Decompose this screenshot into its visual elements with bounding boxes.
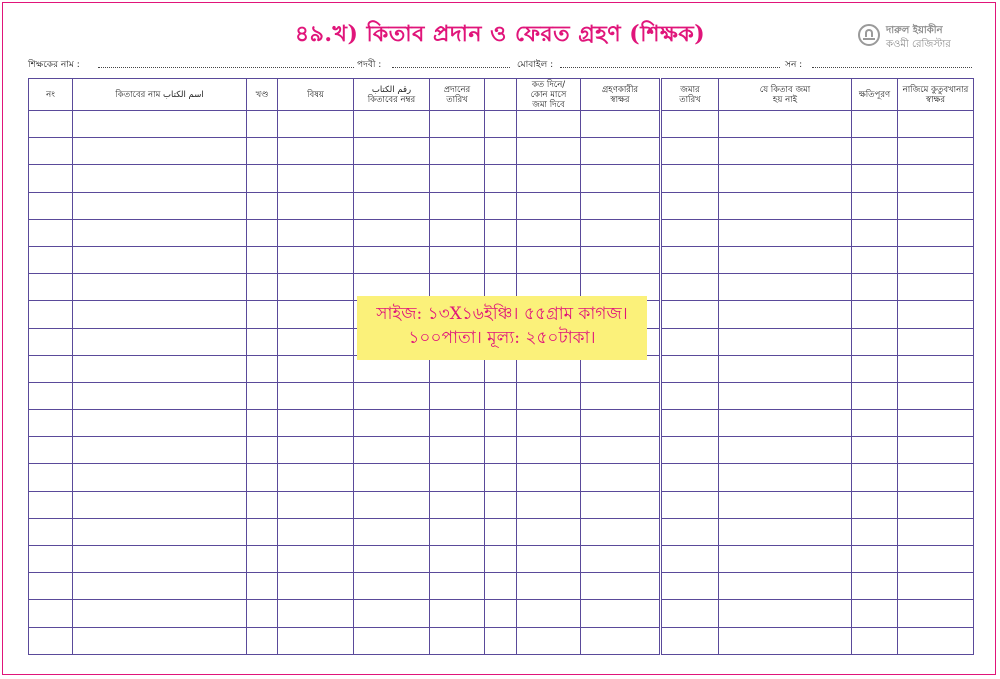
year-field[interactable] xyxy=(812,67,972,68)
table-cell-col-serial[interactable] xyxy=(29,111,73,138)
table-cell-col-book-name[interactable] xyxy=(73,301,247,328)
table-cell-col-issue-date[interactable] xyxy=(430,627,485,654)
table-cell-col-subject[interactable] xyxy=(278,573,354,600)
table-header-row xyxy=(29,79,974,111)
table-row xyxy=(29,518,974,545)
header-col-not-returned: যে কিতাব জমা হয় নাই xyxy=(719,79,852,111)
table-cell-col-receiver-signature[interactable] xyxy=(581,546,661,573)
table-cell-col-librarian-signature[interactable] xyxy=(898,437,974,464)
table-cell-col-serial[interactable] xyxy=(29,491,73,518)
table-cell-col-compensation[interactable] xyxy=(852,246,898,273)
table-cell-col-librarian-signature[interactable] xyxy=(898,491,974,518)
table-cell-col-deposit-date[interactable] xyxy=(661,573,719,600)
table-cell-col-book-number[interactable] xyxy=(354,192,430,219)
register-table xyxy=(28,78,974,655)
designation-label: পদবী : xyxy=(357,60,382,70)
table-cell-col-book-number[interactable] xyxy=(354,165,430,192)
table-cell-col-librarian-signature[interactable] xyxy=(898,219,974,246)
table-row xyxy=(29,627,974,654)
table-cell-col-blank[interactable] xyxy=(485,627,517,654)
table-cell-col-return-period[interactable] xyxy=(517,491,581,518)
table-cell-col-serial[interactable] xyxy=(29,219,73,246)
table-cell-col-serial[interactable] xyxy=(29,328,73,355)
table-cell-col-receiver-signature[interactable] xyxy=(581,627,661,654)
table-cell-col-receiver-signature[interactable] xyxy=(581,573,661,600)
table-cell-col-issue-date[interactable] xyxy=(430,410,485,437)
table-cell-col-subject[interactable] xyxy=(278,627,354,654)
header-col-subject: বিষয় xyxy=(278,79,354,111)
table-cell-col-serial[interactable] xyxy=(29,518,73,545)
table-cell-col-receiver-signature[interactable] xyxy=(581,491,661,518)
table-cell-col-return-period[interactable] xyxy=(517,138,581,165)
table-cell-col-not-returned[interactable] xyxy=(719,165,852,192)
table-cell-col-return-period[interactable] xyxy=(517,219,581,246)
table-cell-col-blank[interactable] xyxy=(485,546,517,573)
table-row xyxy=(29,600,974,627)
table-cell-col-not-returned[interactable] xyxy=(719,111,852,138)
table-cell-col-subject[interactable] xyxy=(278,382,354,409)
table-cell-col-blank[interactable] xyxy=(485,573,517,600)
table-cell-col-blank[interactable] xyxy=(485,600,517,627)
table-cell-col-not-returned[interactable] xyxy=(719,301,852,328)
table-cell-col-return-period[interactable] xyxy=(517,518,581,545)
table-cell-col-volume[interactable] xyxy=(247,355,278,382)
table-cell-col-subject[interactable] xyxy=(278,138,354,165)
table-cell-col-return-period[interactable] xyxy=(517,410,581,437)
table-cell-col-return-period[interactable] xyxy=(517,573,581,600)
price-notice xyxy=(357,296,647,360)
table-cell-col-compensation[interactable] xyxy=(852,410,898,437)
table-cell-col-book-name[interactable] xyxy=(73,219,247,246)
table-cell-col-blank[interactable] xyxy=(485,382,517,409)
table-cell-col-subject[interactable] xyxy=(278,192,354,219)
table-cell-col-subject[interactable] xyxy=(278,246,354,273)
table-cell-col-blank[interactable] xyxy=(485,111,517,138)
table-cell-col-volume[interactable] xyxy=(247,627,278,654)
table-cell-col-volume[interactable] xyxy=(247,491,278,518)
table-cell-col-book-number[interactable] xyxy=(354,111,430,138)
table-cell-col-not-returned[interactable] xyxy=(719,491,852,518)
table-cell-col-serial[interactable] xyxy=(29,192,73,219)
table-cell-col-compensation[interactable] xyxy=(852,546,898,573)
table-cell-col-compensation[interactable] xyxy=(852,464,898,491)
table-cell-col-book-name[interactable] xyxy=(73,437,247,464)
table-cell-col-subject[interactable] xyxy=(278,410,354,437)
table-cell-col-not-returned[interactable] xyxy=(719,627,852,654)
table-cell-col-deposit-date[interactable] xyxy=(661,518,719,545)
table-cell-col-serial[interactable] xyxy=(29,274,73,301)
table-cell-col-compensation[interactable] xyxy=(852,165,898,192)
table-cell-col-issue-date[interactable] xyxy=(430,192,485,219)
table-cell-col-book-name[interactable] xyxy=(73,491,247,518)
table-row xyxy=(29,382,974,409)
table-cell-col-blank[interactable] xyxy=(485,192,517,219)
header-col-return-period: কত দিনে/ কোন মাসে জমা দিবে xyxy=(517,79,581,111)
table-cell-col-issue-date[interactable] xyxy=(430,138,485,165)
table-cell-col-compensation[interactable] xyxy=(852,573,898,600)
header-col-blank xyxy=(485,79,517,111)
table-cell-col-blank[interactable] xyxy=(485,246,517,273)
table-cell-col-compensation[interactable] xyxy=(852,328,898,355)
table-cell-col-receiver-signature[interactable] xyxy=(581,219,661,246)
table-cell-col-compensation[interactable] xyxy=(852,301,898,328)
table-cell-col-serial[interactable] xyxy=(29,600,73,627)
table-cell-col-receiver-signature[interactable] xyxy=(581,138,661,165)
table-cell-col-issue-date[interactable] xyxy=(430,165,485,192)
table-cell-col-volume[interactable] xyxy=(247,382,278,409)
table-cell-col-book-number[interactable] xyxy=(354,246,430,273)
table-row xyxy=(29,111,974,138)
table-cell-col-subject[interactable] xyxy=(278,111,354,138)
notice-line-2: ১০০পাতা। মূল্য: ২৫০টাকা। xyxy=(408,328,596,348)
teacher-name-field[interactable] xyxy=(98,67,354,68)
table-cell-col-book-number[interactable] xyxy=(354,573,430,600)
table-cell-col-volume[interactable] xyxy=(247,600,278,627)
table-cell-col-serial[interactable] xyxy=(29,165,73,192)
table-cell-col-serial[interactable] xyxy=(29,301,73,328)
table-cell-col-book-number[interactable] xyxy=(354,546,430,573)
table-cell-col-not-returned[interactable] xyxy=(719,219,852,246)
table-cell-col-volume[interactable] xyxy=(247,274,278,301)
table-cell-col-book-name[interactable] xyxy=(73,518,247,545)
table-cell-col-compensation[interactable] xyxy=(852,274,898,301)
table-cell-col-blank[interactable] xyxy=(485,464,517,491)
table-cell-col-deposit-date[interactable] xyxy=(661,274,719,301)
table-cell-col-deposit-date[interactable] xyxy=(661,138,719,165)
table-cell-col-book-name[interactable] xyxy=(73,600,247,627)
table-cell-col-book-name[interactable] xyxy=(73,355,247,382)
table-body xyxy=(29,111,974,655)
table-cell-col-issue-date[interactable] xyxy=(430,246,485,273)
table-cell-col-volume[interactable] xyxy=(247,165,278,192)
table-cell-col-librarian-signature[interactable] xyxy=(898,138,974,165)
table-cell-col-blank[interactable] xyxy=(485,138,517,165)
notice-line-1: সাইজ: ১৩X১৬ইঞ্চি। ৫৫গ্রাম কাগজ। xyxy=(376,304,628,324)
table-cell-col-deposit-date[interactable] xyxy=(661,464,719,491)
table-row xyxy=(29,491,974,518)
table-cell-col-not-returned[interactable] xyxy=(719,546,852,573)
table-cell-col-not-returned[interactable] xyxy=(719,355,852,382)
table-cell-col-serial[interactable] xyxy=(29,138,73,165)
table-cell-col-deposit-date[interactable] xyxy=(661,627,719,654)
table-cell-col-librarian-signature[interactable] xyxy=(898,165,974,192)
table-cell-col-compensation[interactable] xyxy=(852,627,898,654)
table-cell-col-librarian-signature[interactable] xyxy=(898,627,974,654)
table-cell-col-deposit-date[interactable] xyxy=(661,301,719,328)
table-cell-col-volume[interactable] xyxy=(247,328,278,355)
table-cell-col-librarian-signature[interactable] xyxy=(898,410,974,437)
table-cell-col-return-period[interactable] xyxy=(517,546,581,573)
table-cell-col-compensation[interactable] xyxy=(852,518,898,545)
table-cell-col-deposit-date[interactable] xyxy=(661,219,719,246)
table-cell-col-receiver-signature[interactable] xyxy=(581,111,661,138)
mosque-icon xyxy=(858,24,880,46)
table-cell-col-not-returned[interactable] xyxy=(719,246,852,273)
table-cell-col-book-name[interactable] xyxy=(73,138,247,165)
table-cell-col-book-name[interactable] xyxy=(73,627,247,654)
table-row xyxy=(29,573,974,600)
table-cell-col-deposit-date[interactable] xyxy=(661,437,719,464)
table-cell-col-receiver-signature[interactable] xyxy=(581,165,661,192)
table-cell-col-volume[interactable] xyxy=(247,437,278,464)
table-cell-col-deposit-date[interactable] xyxy=(661,111,719,138)
table-cell-col-return-period[interactable] xyxy=(517,382,581,409)
table-cell-col-subject[interactable] xyxy=(278,355,354,382)
table-cell-col-book-name[interactable] xyxy=(73,573,247,600)
brand-logo xyxy=(858,22,988,52)
table-cell-col-subject[interactable] xyxy=(278,546,354,573)
table-cell-col-librarian-signature[interactable] xyxy=(898,111,974,138)
table-cell-col-book-number[interactable] xyxy=(354,627,430,654)
table-cell-col-return-period[interactable] xyxy=(517,600,581,627)
table-cell-col-serial[interactable] xyxy=(29,546,73,573)
table-cell-col-volume[interactable] xyxy=(247,464,278,491)
table-cell-col-librarian-signature[interactable] xyxy=(898,573,974,600)
table-cell-col-book-number[interactable] xyxy=(354,464,430,491)
logo-name: দারুল ইয়াকীন xyxy=(886,25,943,36)
table-cell-col-subject[interactable] xyxy=(278,491,354,518)
table-cell-col-compensation[interactable] xyxy=(852,219,898,246)
table-cell-col-not-returned[interactable] xyxy=(719,573,852,600)
table-cell-col-receiver-signature[interactable] xyxy=(581,464,661,491)
table-cell-col-volume[interactable] xyxy=(247,192,278,219)
table-cell-col-not-returned[interactable] xyxy=(719,138,852,165)
table-cell-col-serial[interactable] xyxy=(29,355,73,382)
table-cell-col-book-number[interactable] xyxy=(354,138,430,165)
table-cell-col-serial[interactable] xyxy=(29,410,73,437)
header-col-receiver-signature: গ্রহণকারীর স্বাক্ষর xyxy=(581,79,661,111)
table-cell-col-not-returned[interactable] xyxy=(719,600,852,627)
header-fields xyxy=(0,57,1000,71)
table-cell-col-return-period[interactable] xyxy=(517,165,581,192)
table-cell-col-receiver-signature[interactable] xyxy=(581,410,661,437)
table-cell-col-blank[interactable] xyxy=(485,437,517,464)
table-cell-col-subject[interactable] xyxy=(278,328,354,355)
table-cell-col-issue-date[interactable] xyxy=(430,382,485,409)
table-row xyxy=(29,464,974,491)
table-cell-col-book-name[interactable] xyxy=(73,165,247,192)
table-cell-col-subject[interactable] xyxy=(278,219,354,246)
header-col-book-number: رقم الكتاب কিতাবের নম্বর xyxy=(354,79,430,111)
table-cell-col-librarian-signature[interactable] xyxy=(898,600,974,627)
table-row xyxy=(29,192,974,219)
page-title: ৪৯.খ) কিতাব প্রদান ও ফেরত গ্রহণ (শিক্ষক) xyxy=(294,21,706,47)
header-col-book-name: কিতাবের নাম اسم الكتاب xyxy=(73,79,247,111)
table-cell-col-receiver-signature[interactable] xyxy=(581,600,661,627)
table-cell-col-serial[interactable] xyxy=(29,573,73,600)
table-row xyxy=(29,410,974,437)
teacher-name-label: শিক্ষকের নাম : xyxy=(28,60,80,70)
table-cell-col-blank[interactable] xyxy=(485,518,517,545)
table-cell-col-compensation[interactable] xyxy=(852,138,898,165)
table-cell-col-not-returned[interactable] xyxy=(719,410,852,437)
table-cell-col-issue-date[interactable] xyxy=(430,518,485,545)
table-cell-col-subject[interactable] xyxy=(278,600,354,627)
table-cell-col-issue-date[interactable] xyxy=(430,573,485,600)
table-cell-col-deposit-date[interactable] xyxy=(661,600,719,627)
table-cell-col-deposit-date[interactable] xyxy=(661,546,719,573)
table-cell-col-librarian-signature[interactable] xyxy=(898,246,974,273)
table-cell-col-blank[interactable] xyxy=(485,410,517,437)
header-col-serial: নং xyxy=(29,79,73,111)
table-cell-col-book-name[interactable] xyxy=(73,246,247,273)
table-cell-col-receiver-signature[interactable] xyxy=(581,437,661,464)
table-cell-col-serial[interactable] xyxy=(29,246,73,273)
table-cell-col-librarian-signature[interactable] xyxy=(898,518,974,545)
table-cell-col-blank[interactable] xyxy=(485,491,517,518)
table-cell-col-librarian-signature[interactable] xyxy=(898,328,974,355)
table-cell-col-deposit-date[interactable] xyxy=(661,410,719,437)
table-cell-col-subject[interactable] xyxy=(278,464,354,491)
table-cell-col-volume[interactable] xyxy=(247,410,278,437)
table-cell-col-book-name[interactable] xyxy=(73,382,247,409)
header-col-volume: খণ্ড xyxy=(247,79,278,111)
table-row xyxy=(29,437,974,464)
table-cell-col-deposit-date[interactable] xyxy=(661,192,719,219)
table-cell-col-librarian-signature[interactable] xyxy=(898,192,974,219)
table-cell-col-issue-date[interactable] xyxy=(430,600,485,627)
table-cell-col-book-name[interactable] xyxy=(73,274,247,301)
table-cell-col-volume[interactable] xyxy=(247,518,278,545)
table-cell-col-issue-date[interactable] xyxy=(430,437,485,464)
table-cell-col-serial[interactable] xyxy=(29,627,73,654)
year-label: সন : xyxy=(785,60,803,70)
table-cell-col-compensation[interactable] xyxy=(852,491,898,518)
table-cell-col-book-number[interactable] xyxy=(354,410,430,437)
table-cell-col-volume[interactable] xyxy=(247,138,278,165)
table-cell-col-compensation[interactable] xyxy=(852,192,898,219)
table-cell-col-deposit-date[interactable] xyxy=(661,355,719,382)
table-cell-col-receiver-signature[interactable] xyxy=(581,518,661,545)
table-cell-col-librarian-signature[interactable] xyxy=(898,546,974,573)
table-cell-col-subject[interactable] xyxy=(278,165,354,192)
table-cell-col-book-number[interactable] xyxy=(354,600,430,627)
table-cell-col-not-returned[interactable] xyxy=(719,328,852,355)
table-cell-col-not-returned[interactable] xyxy=(719,382,852,409)
table-row xyxy=(29,165,974,192)
logo-subtitle: কওমী রেজিস্টার xyxy=(886,39,951,50)
table-cell-col-deposit-date[interactable] xyxy=(661,165,719,192)
table-cell-col-not-returned[interactable] xyxy=(719,274,852,301)
header-col-librarian-signature: নাজিমে কুতুবখানার স্বাক্ষর xyxy=(898,79,974,111)
table-cell-col-deposit-date[interactable] xyxy=(661,328,719,355)
table-cell-col-book-number[interactable] xyxy=(354,518,430,545)
table-cell-col-subject[interactable] xyxy=(278,301,354,328)
table-cell-col-volume[interactable] xyxy=(247,301,278,328)
table-row xyxy=(29,546,974,573)
table-cell-col-compensation[interactable] xyxy=(852,600,898,627)
table-cell-col-book-name[interactable] xyxy=(73,111,247,138)
table-cell-col-return-period[interactable] xyxy=(517,437,581,464)
header-col-compensation: ক্ষতিপূরণ xyxy=(852,79,898,111)
table-cell-col-not-returned[interactable] xyxy=(719,192,852,219)
table-cell-col-book-number[interactable] xyxy=(354,382,430,409)
table-cell-col-librarian-signature[interactable] xyxy=(898,274,974,301)
table-cell-col-issue-date[interactable] xyxy=(430,219,485,246)
table-cell-col-not-returned[interactable] xyxy=(719,464,852,491)
table-cell-col-receiver-signature[interactable] xyxy=(581,192,661,219)
table-cell-col-issue-date[interactable] xyxy=(430,491,485,518)
table-cell-col-return-period[interactable] xyxy=(517,111,581,138)
table-cell-col-book-name[interactable] xyxy=(73,192,247,219)
table-cell-col-serial[interactable] xyxy=(29,464,73,491)
table-cell-col-volume[interactable] xyxy=(247,111,278,138)
table-cell-col-serial[interactable] xyxy=(29,437,73,464)
table-cell-col-compensation[interactable] xyxy=(852,437,898,464)
table-cell-col-librarian-signature[interactable] xyxy=(898,382,974,409)
table-cell-col-book-number[interactable] xyxy=(354,219,430,246)
table-cell-col-librarian-signature[interactable] xyxy=(898,301,974,328)
mobile-field[interactable] xyxy=(560,67,780,68)
table-cell-col-return-period[interactable] xyxy=(517,192,581,219)
table-cell-col-book-name[interactable] xyxy=(73,546,247,573)
table-cell-col-compensation[interactable] xyxy=(852,382,898,409)
table-cell-col-blank[interactable] xyxy=(485,165,517,192)
table-cell-col-issue-date[interactable] xyxy=(430,464,485,491)
table-cell-col-book-name[interactable] xyxy=(73,410,247,437)
designation-field[interactable] xyxy=(392,67,510,68)
table-cell-col-return-period[interactable] xyxy=(517,464,581,491)
table-cell-col-issue-date[interactable] xyxy=(430,546,485,573)
table-row xyxy=(29,138,974,165)
table-cell-col-volume[interactable] xyxy=(247,573,278,600)
table-cell-col-compensation[interactable] xyxy=(852,111,898,138)
table-cell-col-deposit-date[interactable] xyxy=(661,246,719,273)
table-cell-col-blank[interactable] xyxy=(485,219,517,246)
table-cell-col-book-number[interactable] xyxy=(354,491,430,518)
table-cell-col-deposit-date[interactable] xyxy=(661,382,719,409)
table-cell-col-librarian-signature[interactable] xyxy=(898,464,974,491)
table-cell-col-book-number[interactable] xyxy=(354,437,430,464)
mobile-label: মোবাইল : xyxy=(517,60,554,70)
table-row xyxy=(29,246,974,273)
table-cell-col-librarian-signature[interactable] xyxy=(898,355,974,382)
table-cell-col-issue-date[interactable] xyxy=(430,111,485,138)
table-cell-col-not-returned[interactable] xyxy=(719,518,852,545)
table-cell-col-return-period[interactable] xyxy=(517,246,581,273)
table-cell-col-subject[interactable] xyxy=(278,518,354,545)
table-row xyxy=(29,219,974,246)
table-cell-col-serial[interactable] xyxy=(29,382,73,409)
table-cell-col-subject[interactable] xyxy=(278,274,354,301)
table-cell-col-compensation[interactable] xyxy=(852,355,898,382)
table-cell-col-volume[interactable] xyxy=(247,246,278,273)
table-cell-col-book-name[interactable] xyxy=(73,328,247,355)
table-cell-col-subject[interactable] xyxy=(278,437,354,464)
table-cell-col-not-returned[interactable] xyxy=(719,437,852,464)
table-cell-col-deposit-date[interactable] xyxy=(661,491,719,518)
header-col-issue-date: প্রদানের তারিখ xyxy=(430,79,485,111)
header-col-deposit-date: জমার তারিখ xyxy=(661,79,719,111)
table-cell-col-volume[interactable] xyxy=(247,219,278,246)
table-cell-col-book-name[interactable] xyxy=(73,464,247,491)
table-cell-col-return-period[interactable] xyxy=(517,627,581,654)
table-cell-col-volume[interactable] xyxy=(247,546,278,573)
table-cell-col-receiver-signature[interactable] xyxy=(581,246,661,273)
table-cell-col-receiver-signature[interactable] xyxy=(581,382,661,409)
